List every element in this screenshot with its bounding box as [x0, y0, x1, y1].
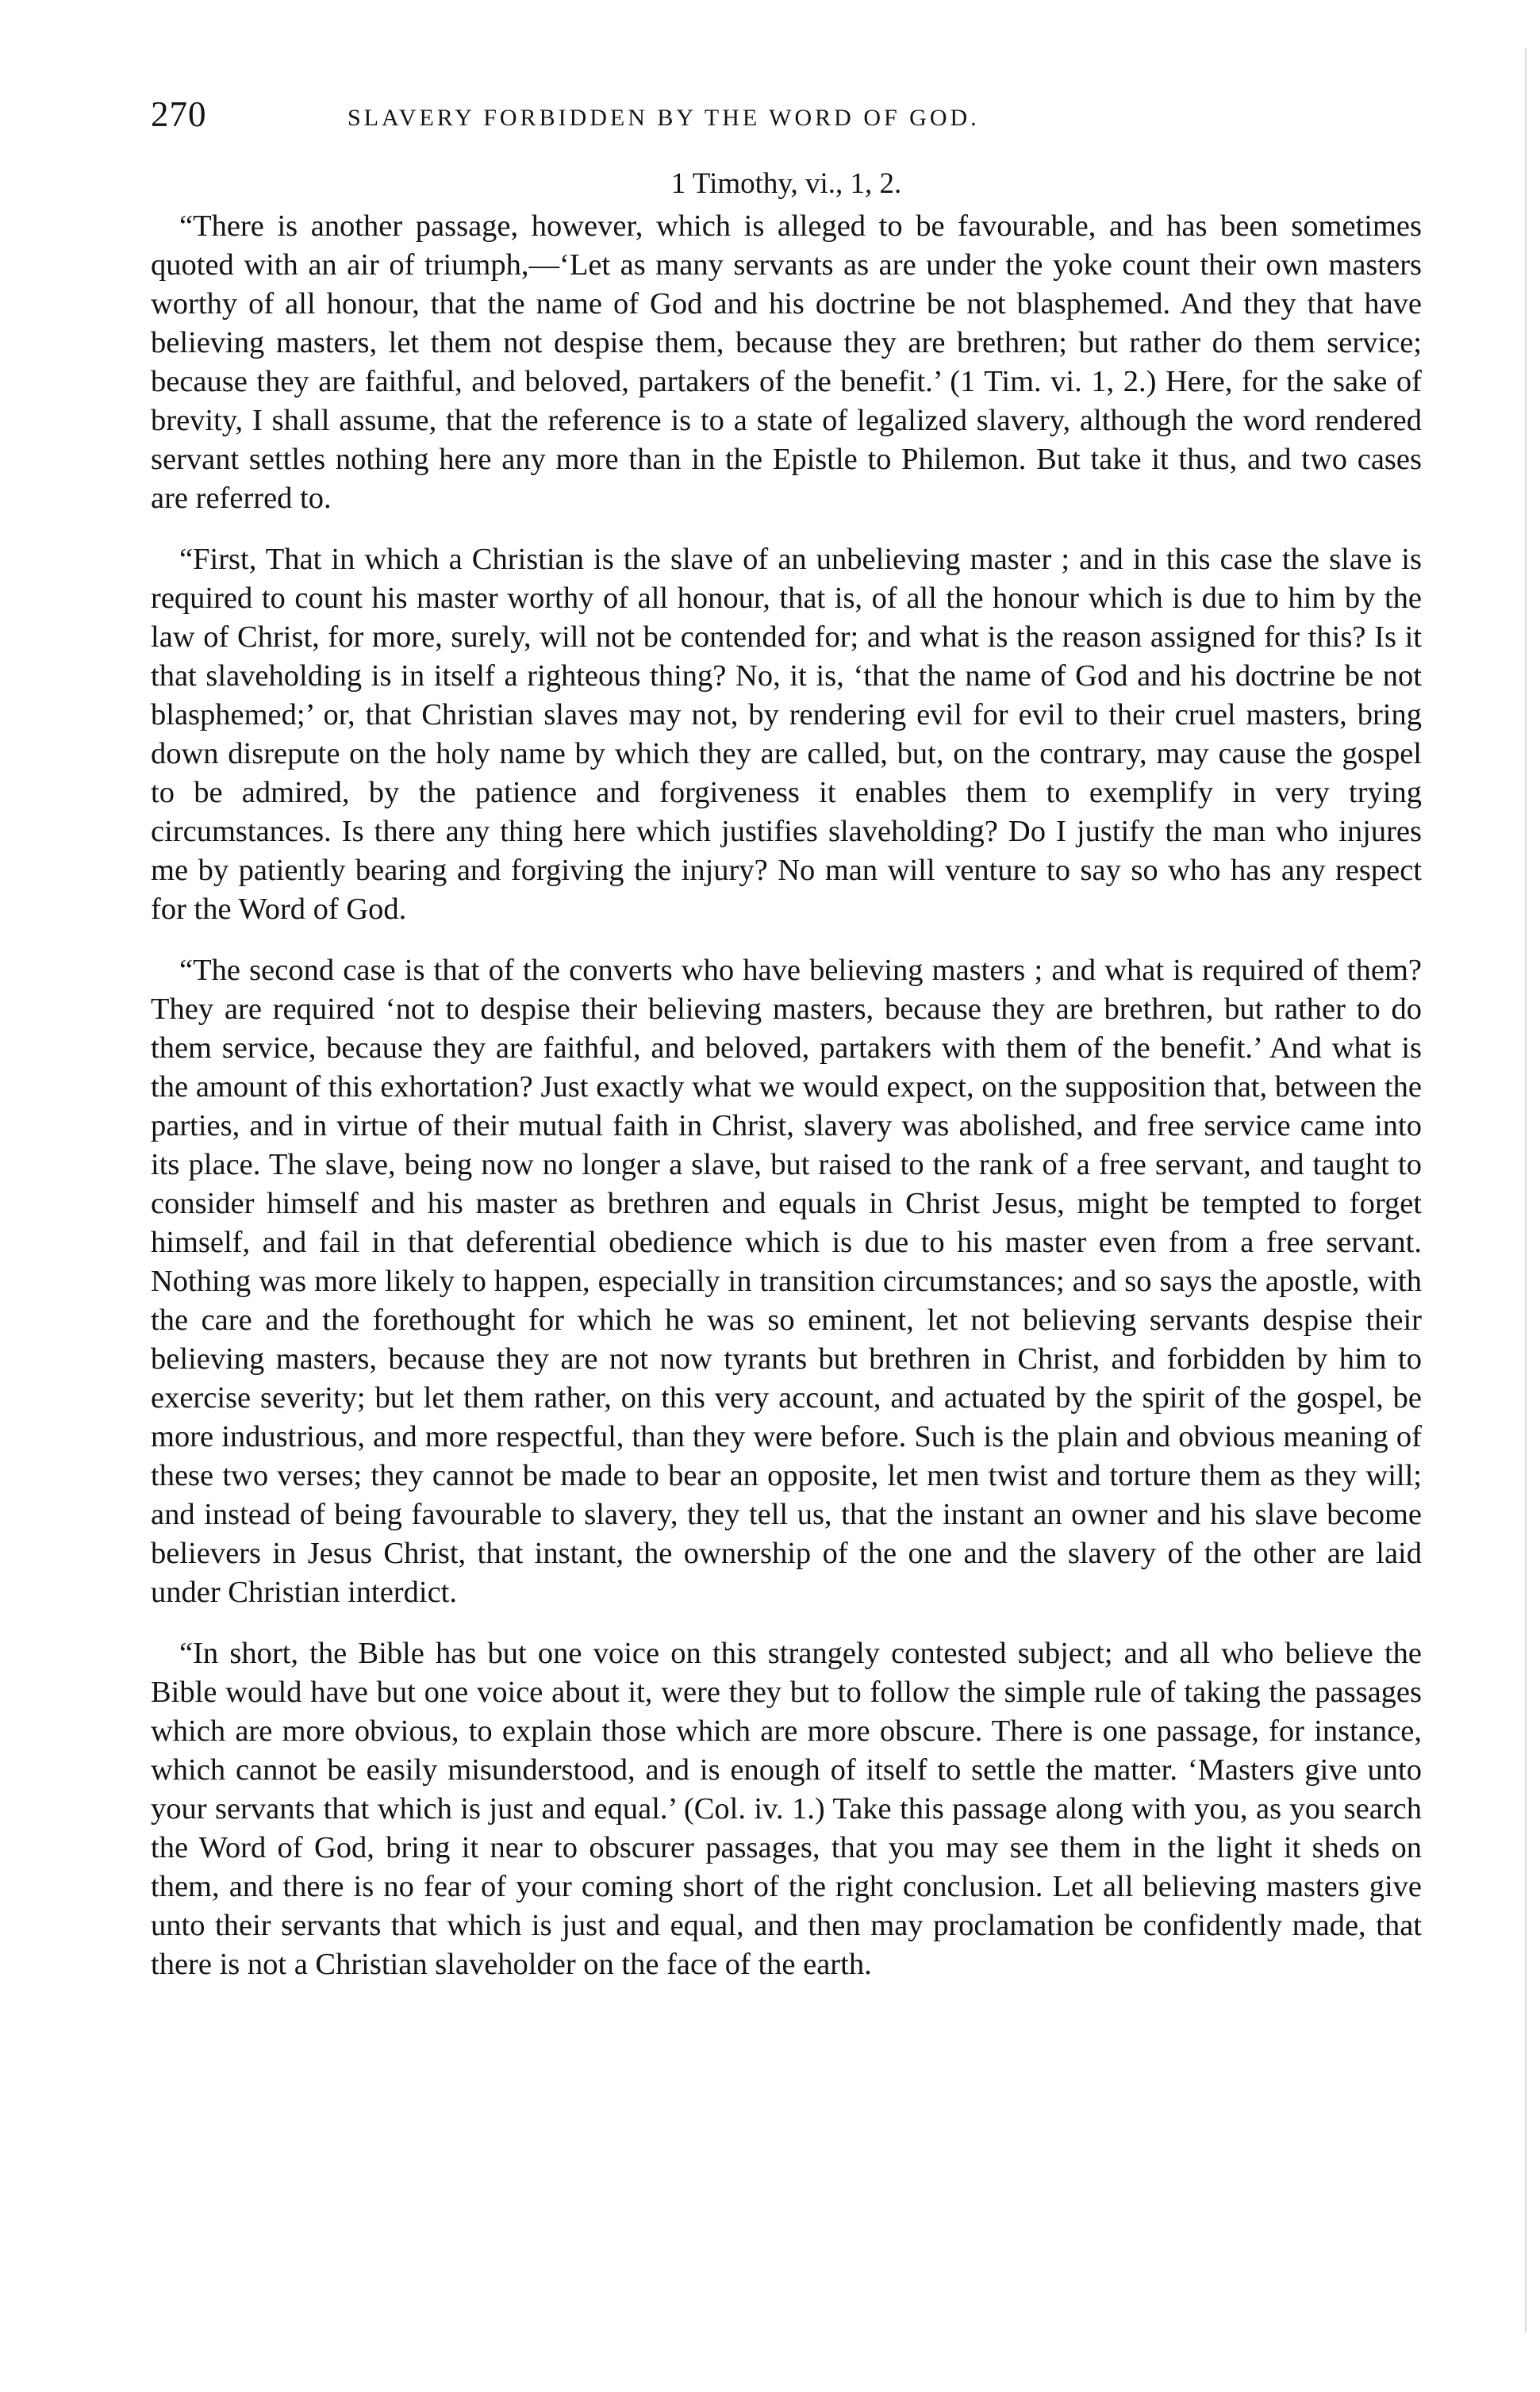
page-edge-rule: [1525, 48, 1527, 2332]
running-title: SLAVERY FORBIDDEN BY THE WORD OF GOD.: [348, 105, 980, 131]
paragraph: “There is another passage, however, which is alleged to be favourable, and has been sometimes quoted with an air of triumph,—‘Let as many servants as are under the yoke count their own masters worthy of all honour, that the name of God and his doctrine be not blasphemed. And they that have believing masters, let them not despise them, because they are brethren; but rather do them service; because they are faithful, and beloved, partakers of the benefit.’ (1 Tim. vi. 1, 2.) Here, for the sake of brevity, I shall assume, that the reference is to a state of legalized slavery, although the word rendered servant settles nothing here any more than in the Epistle to Philemon. But take it thus, and two cases are referred to.: [151, 209, 1422, 515]
paragraph: “First, That in which a Christian is the slave of an unbelieving master ; and in this case the slave is required to count his master worthy of all honour, that is, of all the honour which is due to him by the law of Christ, for more, surely, will not be contended for; and what is the reason assigned for this? Is it that slaveholding is in itself a righteous thing? No, it is, ‘that the name of God and his doctrine be not blasphemed;’ or, that Christian slaves may not, by rendering evil for evil to their cruel masters, bring down disrepute on the holy name by which they are called, but, on the contrary, may cause the gospel to be admired, by the patience and forgiveness it enables them to exemplify in very trying circumstances. Is there any thing here which justifies slaveholding? Do I justify the man who injures me by patiently bearing and forgiving the injury? No man will venture to say so who has any respect for the Word of God.: [151, 543, 1422, 926]
book-page: [151, 94, 1422, 2006]
paragraph: “The second case is that of the converts who have believing masters ; and what is required of them? They are required ‘not to despise their believing masters, because they are brethren, but rather to do them service, because they are faithful, and beloved, partakers with them of the benefit.’ And what is the amount of this exhortation? Just exactly what we would expect, on the supposition that, between the parties, and in virtue of their mutual faith in Christ, slavery was abolished, and free service came into its place. The slave, being now no longer a slave, but raised to the rank of a free servant, and taught to consider himself and his master as brethren and equals in Christ Jesus, might be tempted to forget himself, and fail in that deferential obedience which is due to his master even from a free servant. Nothing was more likely to happen, especially in transition circumstances; and so says the apostle, with the care and the forethought for which he was so eminent, let not believing servants despise their believing masters, because they are not now tyrants but brethren in Christ, and forbidden by him to exercise severity; but let them rather, on this very account, and actuated by the spirit of the gospel, be more industrious, and more respectful, than they were before. Such is the plain and obvious meaning of these two verses; they cannot be made to bear an opposite, let men twist and torture them as they will; and instead of being favourable to slavery, they tell us, that the instant an owner and his slave become believers in Jesus Christ, that instant, the ownership of the one and the slavery of the other are laid under Christian interdict.: [151, 954, 1422, 1609]
paragraph: “In short, the Bible has but one voice on this strangely contested subject; and all who believe the Bible would have but one voice about it, were they but to follow the simple rule of taking the passages which are more obvious, to explain those which are more obscure. There is one passage, for instance, which cannot be easily misunderstood, and is enough of itself to settle the matter. ‘Masters give unto your servants that which is just and equal.’ (Col. iv. 1.) Take this passage along with you, as you search the Word of God, bring it near to obscurer passages, that you may see them in the light it sheds on them, and there is no fear of your coming short of the right conclusion. Let all believing masters give unto their servants that which is just and equal, and then may proclamation be confidently made, that there is not a Christian slaveholder on the face of the earth.: [151, 1637, 1422, 1981]
section-title: 1 Timothy, vi., 1, 2.: [670, 167, 902, 200]
page-header: [151, 94, 1422, 141]
page-number: 270: [151, 94, 207, 134]
